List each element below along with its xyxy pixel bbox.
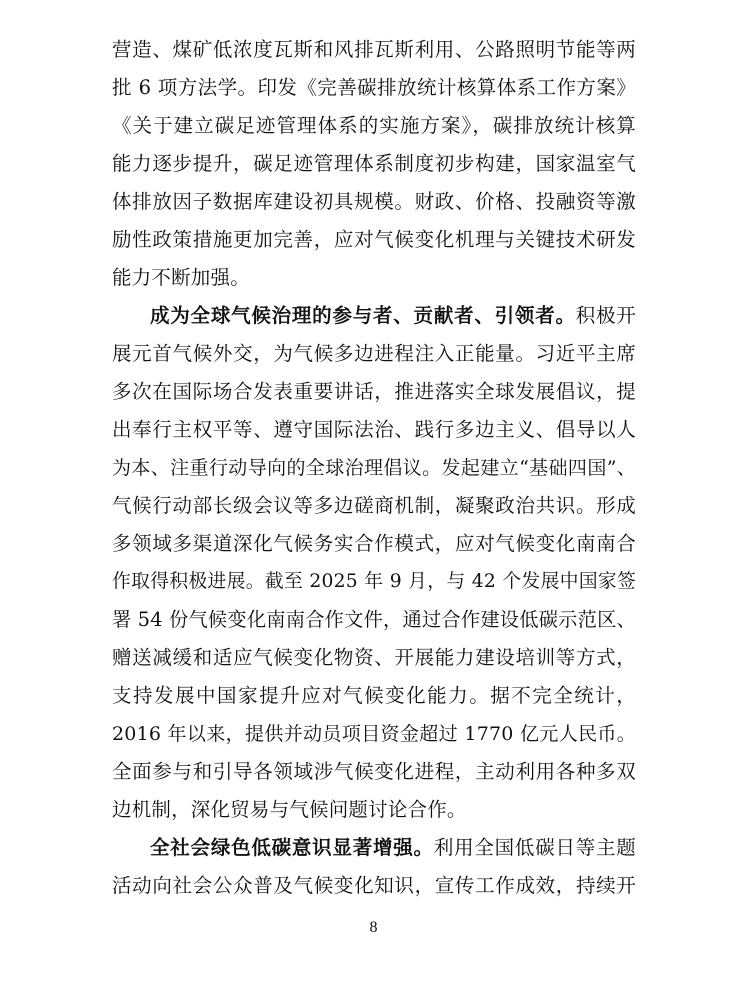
text-run: 2016 年以来，提供并动员项目资金超过 1770 亿元人民币。 [112,723,636,745]
text-run: 《关于建立碳足迹管理体系的实施方案》，碳排放统计核算 [112,114,636,137]
body-text-line [112,607,636,633]
body-text-line [112,873,636,899]
body-text-line [112,227,636,253]
text-run: 支持发展中国家提升应对气候变化能力。据不完全统计， [112,684,636,707]
text-run: 励性政策措施更加完善，应对气候变化机理与关键技术研发 [112,228,636,251]
text-run: 气候行动部长级会议等多边磋商机制，凝聚政治共识。形成 [112,494,636,517]
paragraph-heading: 成为全球气候治理的参与者、贡献者、引领者。 [150,304,576,327]
text-run: 出奉行主权平等、遵守国际法治、践行多边主义、倡导以人 [112,418,636,441]
body-text-line [112,113,636,139]
text-run: 活动向社会公众普及气候变化知识，宣传工作成效，持续开 [112,874,636,897]
body-text-line [112,265,636,291]
page-number: 8 [369,919,378,936]
body-text-line [112,797,636,823]
body-text-line [112,75,636,101]
body-text-line [112,455,636,481]
paragraph-first-line [150,303,636,329]
paragraph-heading: 全社会绿色低碳意识显著增强。 [150,836,434,859]
text-run: 展元首气候外交，为气候多边进程注入正能量。习近平主席 [112,342,636,365]
text-run: 积极开 [575,304,636,327]
body-text-line [112,417,636,443]
text-run: 多领域多渠道深化气候务实合作模式，应对气候变化南南合 [112,532,636,555]
body-text-line [112,569,636,595]
text-run: 营造、煤矿低浓度瓦斯和风排瓦斯利用、公路照明节能等两 [112,38,636,61]
text-run: 体排放因子数据库建设初具规模。财政、价格、投融资等激 [112,190,636,213]
paragraph-first-line [150,835,636,861]
body-text-line [112,759,636,785]
body-text-line [112,341,636,367]
body-text-line [112,151,636,177]
body-text-line [112,683,636,709]
body-text-line [112,493,636,519]
body-text-line [112,189,636,215]
text-run: 全面参与和引导各领域涉气候变化进程，主动利用各种多双 [112,760,636,783]
body-text-line [112,37,636,63]
body-text-line [112,645,636,671]
text-run: 为本、注重行动导向的全球治理倡议。发起建立“基础四国”、 [112,457,636,479]
body-text-line [112,531,636,557]
text-run: 利用全国低碳日等主题 [433,836,636,859]
text-run: 署 54 份气候变化南南合作文件，通过合作建设低碳示范区、 [112,608,636,631]
text-run: 作取得积极进展。截至 2025 年 9 月，与 42 个发展中国家签 [112,571,636,592]
text-run: 多次在国际场合发表重要讲话，推进落实全球发展倡议，提 [112,380,636,403]
text-run: 能力逐步提升，碳足迹管理体系制度初步构建，国家温室气 [112,152,636,175]
text-run: 边机制，深化贸易与气候问题讨论合作。 [112,798,467,821]
text-run: 赠送减缓和适应气候变化物资、开展能力建设培训等方式， [112,646,636,669]
body-text-line [112,379,636,405]
text-run: 批 6 项方法学。印发《完善碳排放统计核算体系工作方案》 [112,76,636,99]
text-run: 能力不断加强。 [112,266,250,289]
body-text-line [112,721,636,747]
